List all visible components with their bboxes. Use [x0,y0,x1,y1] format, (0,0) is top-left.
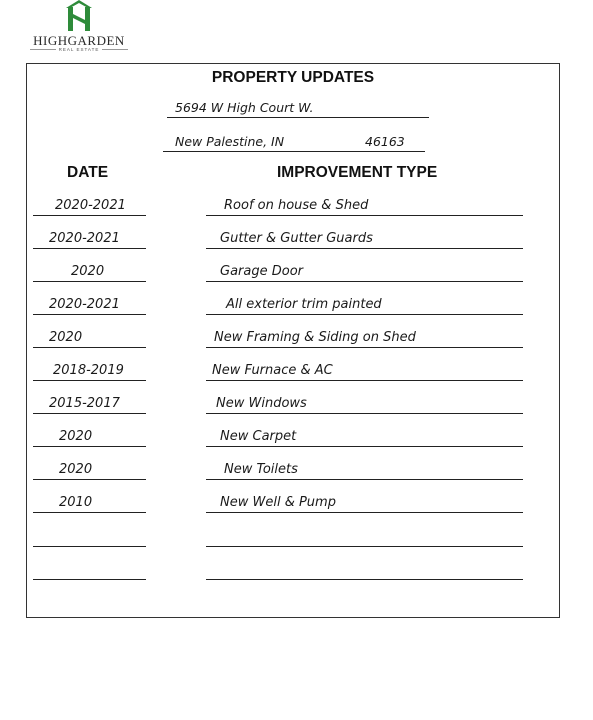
improvement-value: New Windows [216,396,307,411]
street-address: 5694 W High Court W. [175,100,314,115]
date-field [33,426,146,447]
date-field [33,492,146,513]
table-row [27,460,559,480]
improvement-field [206,327,523,348]
date-field [33,261,146,282]
improvement-field [206,195,523,216]
date-field [33,327,146,348]
city-state: New Palestine, IN [175,134,285,149]
table-row [27,328,559,348]
table-row [27,560,559,580]
highgarden-logo [26,0,132,56]
property-updates-form [26,63,560,618]
improvement-field [206,261,523,282]
table-row [27,427,559,447]
date-field [33,294,146,315]
improvement-value: Roof on house & Shed [224,198,369,213]
table-row [27,361,559,381]
improvement-value: New Toilets [224,462,298,477]
date-value: 2010 [59,495,93,510]
date-field [33,195,146,216]
table-row [27,295,559,315]
date-value: 2020-2021 [49,231,120,246]
improvement-field [206,360,523,381]
logo-name: HIGHGARDEN [33,33,125,48]
improvement-field [206,559,523,580]
table-row [27,394,559,414]
date-value: 2020 [71,264,105,279]
improvement-field [206,459,523,480]
date-value: 2020 [59,429,93,444]
improvement-column-header: IMPROVEMENT TYPE [277,164,438,181]
table-row [27,196,559,216]
date-field [33,393,146,414]
date-value: 2015-2017 [49,396,120,411]
date-column-header: DATE [67,164,109,181]
date-field [33,459,146,480]
table-row [27,527,559,547]
zip-code: 46163 [365,134,405,149]
date-value: 2020-2021 [55,198,126,213]
improvement-value: All exterior trim painted [226,297,382,312]
date-value: 2020 [49,330,83,345]
improvement-field [206,426,523,447]
table-row [27,229,559,249]
improvement-field [206,393,523,414]
improvement-value: New Framing & Siding on Shed [214,330,416,345]
improvement-field [206,228,523,249]
address-line-1 [167,97,429,118]
house-h-logo-icon [64,0,94,32]
logo-subtitle: REAL ESTATE [26,47,132,52]
improvement-field [206,294,523,315]
improvement-value: New Well & Pump [220,495,336,510]
table-row [27,262,559,282]
address-line-2 [163,131,425,152]
table-row [27,493,559,513]
improvement-field [206,526,523,547]
date-value: 2020 [59,462,93,477]
improvement-value: New Carpet [220,429,297,444]
improvement-value: New Furnace & AC [212,363,333,378]
improvement-field [206,492,523,513]
improvement-value: Gutter & Gutter Guards [220,231,373,246]
date-field [33,228,146,249]
date-field [33,526,146,547]
date-value: 2018-2019 [53,363,124,378]
date-field [33,360,146,381]
date-value: 2020-2021 [49,297,120,312]
form-title: PROPERTY UPDATES [211,69,375,86]
improvement-value: Garage Door [220,264,303,279]
date-field [33,559,146,580]
